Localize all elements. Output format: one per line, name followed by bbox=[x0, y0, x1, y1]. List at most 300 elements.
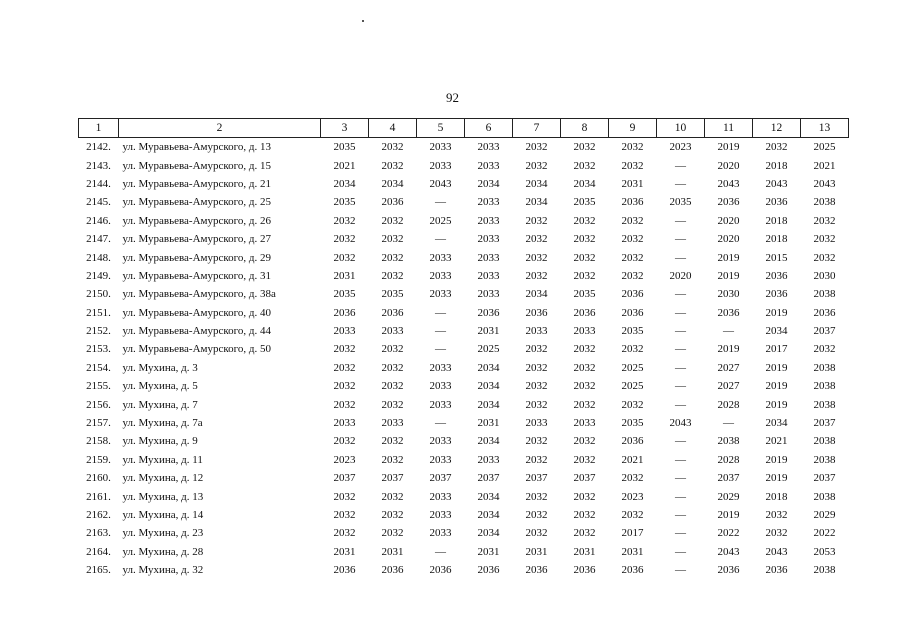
row-number-cell: 2161. bbox=[86, 490, 111, 503]
year-cell: 2021 bbox=[813, 159, 836, 172]
table-row bbox=[79, 267, 849, 285]
year-cell: 2023 bbox=[333, 453, 356, 466]
year-cell: 2036 bbox=[477, 306, 500, 319]
year-cell: 2032 bbox=[381, 141, 404, 154]
year-cell: 2032 bbox=[621, 159, 644, 172]
year-cell: 2033 bbox=[525, 417, 548, 430]
year-cell: 2043 bbox=[717, 545, 740, 558]
address-cell: ул. Муравьева-Амурского, д. 13 bbox=[122, 141, 271, 154]
year-cell: 2032 bbox=[621, 233, 644, 246]
table-row bbox=[79, 340, 849, 358]
year-cell: 2027 bbox=[717, 380, 740, 393]
year-cell: 2032 bbox=[813, 233, 836, 246]
year-cell: 2019 bbox=[717, 509, 740, 521]
year-cell: 2032 bbox=[765, 141, 788, 154]
row-number-cell: 2151. bbox=[86, 306, 111, 319]
year-cell: 2032 bbox=[381, 527, 404, 540]
year-cell: 2032 bbox=[381, 251, 404, 264]
row-number-cell: 2148. bbox=[86, 251, 111, 264]
row-number-cell: 2152. bbox=[86, 325, 111, 338]
year-cell: 2032 bbox=[333, 398, 356, 411]
year-cell: — bbox=[675, 545, 686, 558]
year-cell: 2036 bbox=[765, 196, 788, 209]
year-cell: 2028 bbox=[717, 453, 740, 466]
year-cell: 2032 bbox=[573, 343, 596, 356]
address-cell: ул. Мухина, д. 28 bbox=[122, 545, 204, 558]
year-cell: 2032 bbox=[525, 361, 548, 374]
year-cell: 2034 bbox=[477, 527, 500, 540]
address-cell: ул. Мухина, д. 5 bbox=[122, 380, 198, 393]
year-cell: 2037 bbox=[333, 472, 356, 485]
column-header: 12 bbox=[753, 119, 801, 138]
address-cell: ул. Муравьева-Амурского, д. 26 bbox=[122, 214, 271, 227]
year-cell: 2018 bbox=[765, 159, 788, 172]
year-cell: 2036 bbox=[621, 196, 644, 209]
year-cell: 2032 bbox=[813, 343, 836, 356]
table-row bbox=[79, 193, 849, 211]
year-cell: 2032 bbox=[621, 251, 644, 264]
year-cell: 2034 bbox=[765, 417, 788, 430]
year-cell: 2032 bbox=[621, 398, 644, 411]
address-cell: ул. Муравьева-Амурского, д. 25 bbox=[122, 196, 271, 209]
table-row bbox=[79, 377, 849, 395]
year-cell: 2032 bbox=[573, 435, 596, 448]
year-cell: 2033 bbox=[429, 509, 452, 521]
year-cell: 2036 bbox=[525, 564, 548, 577]
address-cell: ул. Муравьева-Амурского, д. 31 bbox=[122, 269, 271, 282]
column-header: 1 bbox=[79, 119, 119, 138]
year-cell: 2043 bbox=[765, 545, 788, 558]
year-cell: 2020 bbox=[669, 269, 692, 282]
year-cell: — bbox=[675, 509, 686, 521]
year-cell: — bbox=[675, 251, 686, 264]
year-cell: 2037 bbox=[813, 417, 836, 430]
year-cell: 2038 bbox=[813, 490, 836, 503]
year-cell: 2025 bbox=[477, 343, 500, 356]
address-cell: ул. Мухина, д. 14 bbox=[122, 509, 204, 521]
year-cell: — bbox=[723, 417, 734, 430]
year-cell: 2036 bbox=[717, 564, 740, 577]
year-cell: 2034 bbox=[333, 177, 356, 190]
year-cell: 2032 bbox=[621, 343, 644, 356]
year-cell: 2036 bbox=[525, 306, 548, 319]
row-number-cell: 2146. bbox=[86, 214, 111, 227]
year-cell: 2023 bbox=[621, 490, 644, 503]
year-cell: — bbox=[675, 398, 686, 411]
year-cell: 2029 bbox=[813, 509, 836, 521]
year-cell: — bbox=[675, 527, 686, 540]
year-cell: 2034 bbox=[525, 196, 548, 209]
year-cell: 2037 bbox=[525, 472, 548, 485]
year-cell: 2036 bbox=[717, 306, 740, 319]
year-cell: 2035 bbox=[573, 196, 596, 209]
year-cell: — bbox=[675, 177, 686, 190]
column-header: 6 bbox=[465, 119, 513, 138]
row-number-cell: 2162. bbox=[86, 509, 111, 521]
year-cell: 2019 bbox=[765, 453, 788, 466]
address-cell: ул. Муравьева-Амурского, д. 38а bbox=[122, 288, 276, 301]
year-cell: 2033 bbox=[477, 233, 500, 246]
year-cell: 2032 bbox=[525, 453, 548, 466]
table-row bbox=[79, 156, 849, 174]
year-cell: 2033 bbox=[429, 269, 452, 282]
year-cell: 2036 bbox=[381, 564, 404, 577]
year-cell: 2034 bbox=[477, 398, 500, 411]
year-cell: 2025 bbox=[621, 380, 644, 393]
year-cell: 2023 bbox=[669, 141, 692, 154]
table-row bbox=[79, 304, 849, 322]
address-cell: ул. Мухина, д. 23 bbox=[122, 527, 204, 540]
year-cell: 2033 bbox=[429, 453, 452, 466]
year-cell: 2037 bbox=[813, 472, 836, 485]
year-cell: 2038 bbox=[813, 453, 836, 466]
year-cell: 2035 bbox=[621, 417, 644, 430]
table-row bbox=[79, 506, 849, 524]
year-cell: 2036 bbox=[573, 306, 596, 319]
address-cell: ул. Мухина, д. 7а bbox=[122, 417, 203, 430]
year-cell: 2022 bbox=[717, 527, 740, 540]
year-cell: 2033 bbox=[573, 325, 596, 338]
year-cell: — bbox=[675, 361, 686, 374]
table-body bbox=[79, 138, 849, 580]
year-cell: 2032 bbox=[621, 141, 644, 154]
year-cell: 2033 bbox=[333, 417, 356, 430]
column-header: 5 bbox=[417, 119, 465, 138]
year-cell: — bbox=[435, 417, 446, 430]
year-cell: — bbox=[675, 159, 686, 172]
address-cell: ул. Муравьева-Амурского, д. 21 bbox=[122, 177, 271, 190]
year-cell: 2033 bbox=[429, 288, 452, 301]
year-cell: 2032 bbox=[525, 398, 548, 411]
column-header: 11 bbox=[705, 119, 753, 138]
address-cell: ул. Муравьева-Амурского, д. 50 bbox=[122, 343, 271, 356]
year-cell: 2033 bbox=[573, 417, 596, 430]
year-cell: 2019 bbox=[765, 472, 788, 485]
year-cell: 2031 bbox=[333, 545, 356, 558]
year-cell: 2027 bbox=[717, 361, 740, 374]
address-cell: ул. Мухина, д. 32 bbox=[122, 564, 204, 577]
year-cell: 2037 bbox=[717, 472, 740, 485]
row-number-cell: 2160. bbox=[86, 472, 111, 485]
year-cell: 2019 bbox=[717, 141, 740, 154]
year-cell: 2032 bbox=[381, 490, 404, 503]
address-cell: ул. Муравьева-Амурского, д. 27 bbox=[122, 233, 271, 246]
year-cell: 2033 bbox=[477, 251, 500, 264]
year-cell: 2025 bbox=[813, 141, 836, 154]
year-cell: 2032 bbox=[525, 269, 548, 282]
year-cell: 2032 bbox=[333, 380, 356, 393]
year-cell: 2032 bbox=[621, 472, 644, 485]
year-cell: 2030 bbox=[813, 269, 836, 282]
year-cell: 2032 bbox=[573, 361, 596, 374]
year-cell: 2032 bbox=[621, 269, 644, 282]
year-cell: 2021 bbox=[333, 159, 356, 172]
year-cell: 2037 bbox=[477, 472, 500, 485]
year-cell: 2031 bbox=[621, 177, 644, 190]
row-number-cell: 2142. bbox=[86, 141, 111, 154]
year-cell: 2036 bbox=[621, 564, 644, 577]
year-cell: 2032 bbox=[381, 398, 404, 411]
year-cell: 2038 bbox=[813, 196, 836, 209]
year-cell: 2036 bbox=[333, 564, 356, 577]
column-header: 3 bbox=[321, 119, 369, 138]
year-cell: 2033 bbox=[477, 196, 500, 209]
year-cell: 2020 bbox=[717, 214, 740, 227]
year-cell: 2036 bbox=[333, 306, 356, 319]
row-number-cell: 2158. bbox=[86, 435, 111, 448]
row-number-cell: 2145. bbox=[86, 196, 111, 209]
table-row bbox=[79, 359, 849, 377]
year-cell: 2037 bbox=[429, 472, 452, 485]
year-cell: — bbox=[723, 325, 734, 338]
year-cell: 2031 bbox=[381, 545, 404, 558]
year-cell: — bbox=[675, 564, 686, 577]
year-cell: 2032 bbox=[381, 361, 404, 374]
year-cell: 2032 bbox=[573, 269, 596, 282]
row-number-cell: 2164. bbox=[86, 545, 111, 558]
year-cell: — bbox=[675, 343, 686, 356]
table-row bbox=[79, 395, 849, 413]
year-cell: 2032 bbox=[381, 509, 404, 521]
year-cell: 2018 bbox=[765, 490, 788, 503]
year-cell: 2018 bbox=[765, 214, 788, 227]
year-cell: 2032 bbox=[573, 490, 596, 503]
table-row bbox=[79, 138, 849, 157]
year-cell: 2034 bbox=[477, 509, 500, 521]
row-number-cell: 2153. bbox=[86, 343, 111, 356]
year-cell: 2032 bbox=[573, 159, 596, 172]
column-header: 4 bbox=[369, 119, 417, 138]
year-cell: 2035 bbox=[381, 288, 404, 301]
year-cell: 2032 bbox=[333, 490, 356, 503]
table-row bbox=[79, 432, 849, 450]
row-number-cell: 2154. bbox=[86, 361, 111, 374]
year-cell: 2019 bbox=[717, 343, 740, 356]
year-cell: — bbox=[675, 306, 686, 319]
year-cell: 2036 bbox=[765, 269, 788, 282]
table-row bbox=[79, 248, 849, 266]
year-cell: 2033 bbox=[525, 325, 548, 338]
page-number: 92 bbox=[446, 90, 459, 105]
year-cell: 2033 bbox=[477, 288, 500, 301]
year-cell: — bbox=[675, 380, 686, 393]
year-cell: 2033 bbox=[429, 398, 452, 411]
year-cell: 2032 bbox=[573, 398, 596, 411]
year-cell: 2034 bbox=[477, 380, 500, 393]
table-row bbox=[79, 543, 849, 561]
address-cell: ул. Муравьева-Амурского, д. 15 bbox=[122, 159, 271, 172]
table-row bbox=[79, 469, 849, 487]
year-cell: 2029 bbox=[717, 490, 740, 503]
data-table bbox=[78, 118, 849, 579]
scan-speck bbox=[362, 20, 364, 22]
year-cell: 2033 bbox=[333, 325, 356, 338]
year-cell: 2025 bbox=[429, 214, 452, 227]
table-row bbox=[79, 212, 849, 230]
year-cell: 2038 bbox=[813, 288, 836, 301]
row-number-cell: 2165. bbox=[86, 564, 111, 577]
year-cell: 2032 bbox=[333, 251, 356, 264]
year-cell: 2033 bbox=[381, 325, 404, 338]
year-cell: 2032 bbox=[573, 214, 596, 227]
year-cell: 2030 bbox=[717, 288, 740, 301]
year-cell: 2032 bbox=[381, 214, 404, 227]
table-row bbox=[79, 451, 849, 469]
year-cell: — bbox=[675, 490, 686, 503]
year-cell: 2036 bbox=[381, 306, 404, 319]
year-cell: — bbox=[435, 325, 446, 338]
year-cell: 2032 bbox=[813, 214, 836, 227]
year-cell: 2043 bbox=[813, 177, 836, 190]
year-cell: 2015 bbox=[765, 251, 788, 264]
year-cell: 2034 bbox=[525, 288, 548, 301]
year-cell: 2033 bbox=[477, 269, 500, 282]
year-cell: 2032 bbox=[573, 233, 596, 246]
year-cell: 2019 bbox=[765, 398, 788, 411]
year-cell: 2036 bbox=[477, 564, 500, 577]
year-cell: 2036 bbox=[429, 564, 452, 577]
year-cell: 2035 bbox=[333, 196, 356, 209]
table-row bbox=[79, 175, 849, 193]
year-cell: 2036 bbox=[765, 288, 788, 301]
table-row bbox=[79, 285, 849, 303]
year-cell: 2032 bbox=[333, 509, 356, 521]
year-cell: 2031 bbox=[573, 545, 596, 558]
year-cell: 2032 bbox=[525, 527, 548, 540]
address-cell: ул. Муравьева-Амурского, д. 44 bbox=[122, 325, 271, 338]
year-cell: 2032 bbox=[525, 435, 548, 448]
year-cell: 2043 bbox=[717, 177, 740, 190]
row-number-cell: 2150. bbox=[86, 288, 111, 301]
year-cell: 2031 bbox=[477, 545, 500, 558]
year-cell: 2032 bbox=[573, 251, 596, 264]
year-cell: — bbox=[675, 325, 686, 338]
year-cell: 2033 bbox=[477, 159, 500, 172]
year-cell: 2033 bbox=[381, 417, 404, 430]
year-cell: 2025 bbox=[621, 361, 644, 374]
year-cell: 2031 bbox=[621, 545, 644, 558]
year-cell: 2032 bbox=[573, 509, 596, 521]
table-row bbox=[79, 487, 849, 505]
year-cell: 2032 bbox=[621, 214, 644, 227]
year-cell: 2035 bbox=[573, 288, 596, 301]
row-number-cell: 2144. bbox=[86, 177, 111, 190]
year-cell: 2033 bbox=[429, 527, 452, 540]
year-cell: 2017 bbox=[621, 527, 644, 540]
year-cell: 2033 bbox=[429, 435, 452, 448]
address-cell: ул. Муравьева-Амурского, д. 40 bbox=[122, 306, 271, 319]
row-number-cell: 2157. bbox=[86, 417, 111, 430]
year-cell: — bbox=[675, 435, 686, 448]
year-cell: 2031 bbox=[477, 325, 500, 338]
year-cell: 2032 bbox=[333, 343, 356, 356]
year-cell: 2020 bbox=[717, 233, 740, 246]
year-cell: 2036 bbox=[717, 196, 740, 209]
address-cell: ул. Мухина, д. 7 bbox=[122, 398, 198, 411]
address-cell: ул. Мухина, д. 13 bbox=[122, 490, 204, 503]
year-cell: — bbox=[435, 545, 446, 558]
year-cell: 2036 bbox=[621, 306, 644, 319]
year-cell: 2038 bbox=[813, 398, 836, 411]
year-cell: — bbox=[435, 306, 446, 319]
year-cell: 2033 bbox=[477, 141, 500, 154]
year-cell: 2038 bbox=[813, 435, 836, 448]
year-cell: 2021 bbox=[765, 435, 788, 448]
year-cell: 2032 bbox=[525, 509, 548, 521]
year-cell: 2032 bbox=[525, 233, 548, 246]
year-cell: 2032 bbox=[381, 435, 404, 448]
year-cell: 2019 bbox=[717, 251, 740, 264]
address-cell: ул. Муравьева-Амурского, д. 29 bbox=[122, 251, 271, 264]
year-cell: 2034 bbox=[573, 177, 596, 190]
address-cell: ул. Мухина, д. 9 bbox=[122, 435, 198, 448]
year-cell: 2032 bbox=[525, 214, 548, 227]
year-cell: 2032 bbox=[813, 251, 836, 264]
year-cell: 2032 bbox=[525, 159, 548, 172]
table-row bbox=[79, 524, 849, 542]
year-cell: 2032 bbox=[381, 453, 404, 466]
row-number-cell: 2163. bbox=[86, 527, 111, 540]
year-cell: 2043 bbox=[765, 177, 788, 190]
year-cell: 2032 bbox=[765, 509, 788, 521]
row-number-cell: 2149. bbox=[86, 269, 111, 282]
year-cell: — bbox=[675, 288, 686, 301]
row-number-cell: 2156. bbox=[86, 398, 111, 411]
year-cell: 2032 bbox=[525, 251, 548, 264]
year-cell: 2037 bbox=[813, 325, 836, 338]
row-number-cell: 2155. bbox=[86, 380, 111, 393]
year-cell: 2034 bbox=[765, 325, 788, 338]
year-cell: — bbox=[675, 453, 686, 466]
year-cell: 2034 bbox=[477, 177, 500, 190]
year-cell: 2019 bbox=[765, 306, 788, 319]
year-cell: 2032 bbox=[333, 361, 356, 374]
year-cell: 2033 bbox=[429, 380, 452, 393]
year-cell: 2032 bbox=[381, 269, 404, 282]
year-cell: 2036 bbox=[573, 564, 596, 577]
year-cell: 2032 bbox=[381, 159, 404, 172]
year-cell: 2053 bbox=[813, 545, 836, 558]
year-cell: — bbox=[675, 214, 686, 227]
year-cell: 2037 bbox=[381, 472, 404, 485]
year-cell: 2032 bbox=[333, 214, 356, 227]
year-cell: 2038 bbox=[813, 380, 836, 393]
year-cell: 2028 bbox=[717, 398, 740, 411]
year-cell: 2032 bbox=[525, 141, 548, 154]
year-cell: — bbox=[675, 233, 686, 246]
year-cell: 2033 bbox=[477, 214, 500, 227]
year-cell: — bbox=[675, 472, 686, 485]
column-header: 9 bbox=[609, 119, 657, 138]
year-cell: 2032 bbox=[525, 490, 548, 503]
table-row bbox=[79, 230, 849, 248]
year-cell: 2038 bbox=[813, 564, 836, 577]
year-cell: 2034 bbox=[381, 177, 404, 190]
year-cell: 2033 bbox=[429, 141, 452, 154]
year-cell: 2035 bbox=[333, 288, 356, 301]
year-cell: 2032 bbox=[621, 509, 644, 521]
year-cell: 2033 bbox=[429, 251, 452, 264]
year-cell: 2032 bbox=[573, 453, 596, 466]
column-header: 10 bbox=[657, 119, 705, 138]
year-cell: 2037 bbox=[573, 472, 596, 485]
year-cell: 2043 bbox=[429, 177, 452, 190]
year-cell: 2034 bbox=[477, 490, 500, 503]
year-cell: 2032 bbox=[381, 233, 404, 246]
column-header: 2 bbox=[119, 119, 321, 138]
year-cell: 2032 bbox=[573, 527, 596, 540]
year-cell: 2035 bbox=[669, 196, 692, 209]
